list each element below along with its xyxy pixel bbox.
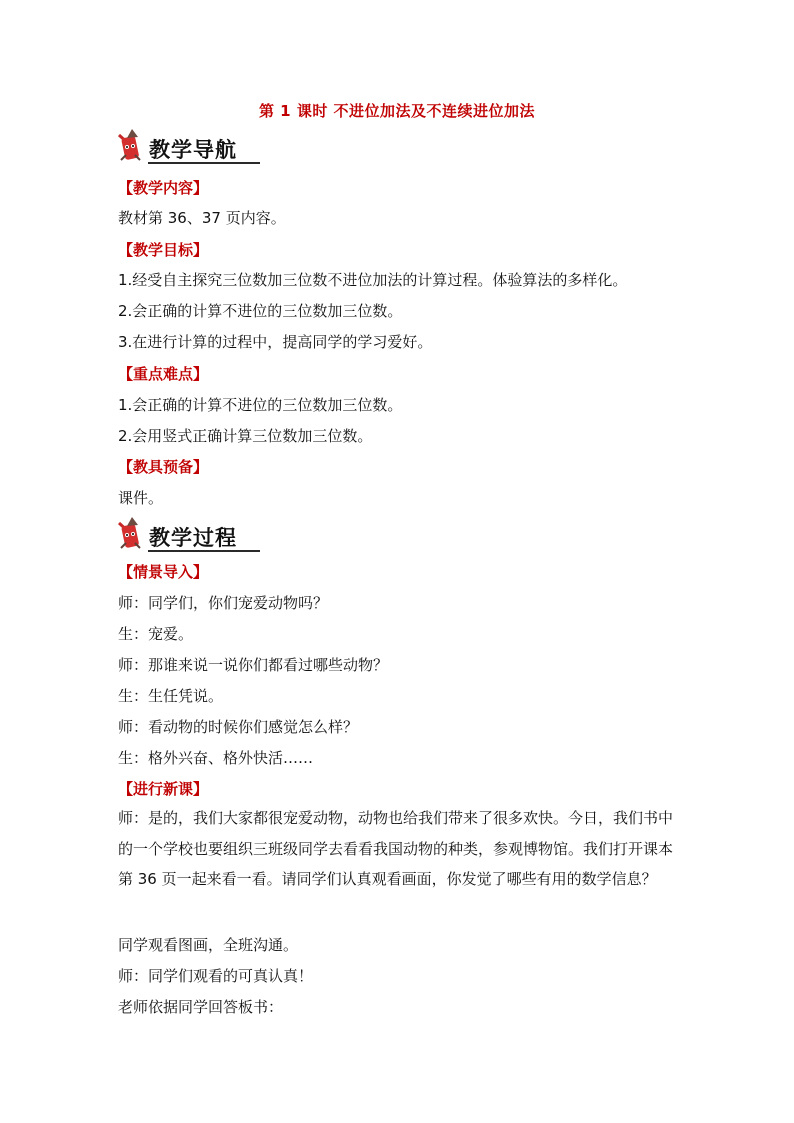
content-text: 教材第 36、37 页内容。 [118,209,286,227]
section-label-process: 教学过程 [149,526,237,550]
lesson-title: 第 1 课时 不进位加法及不连续进位加法 [258,102,536,120]
goal-item: 2.会正确的计算不进位的三位数加三位数。 [118,302,403,320]
heading-content: 【教学内容】 [118,179,209,197]
section-underline [148,162,260,164]
dialogue-line: 生：生任凭说。 [118,687,224,705]
dialogue-line: 生：格外兴奋、格外快活…… [118,749,314,767]
heading-goals: 【教学目标】 [118,241,209,259]
pencil-mascot-icon [116,127,146,163]
section-label-nav: 教学导航 [149,138,237,162]
lesson-line: 老师依据同学回答板书： [118,998,284,1016]
keypoint-item: 2.会用竖式正确计算三位数加三位数。 [118,427,373,445]
section-underline [148,550,260,552]
lesson-line: 同学观看图画，全班沟通。 [118,936,299,954]
dialogue-line: 生：宠爱。 [118,625,194,643]
heading-prep: 【教具预备】 [118,458,209,476]
lesson-paragraph: 师：是的，我们大家都很宠爱动物，动物也给我们带来了很多欢快。今日，我们书中的一个学校也要组织三班级同学去看看我国动物的种类，参观博物馆。我们打开课本第 36 页一起来看一看。请同学们认真观看画面，你发觉了哪些有用的数学信息？ [118,809,674,888]
heading-newlesson: 【进行新课】 [118,780,209,798]
dialogue-line: 师：那谁来说一说你们都看过哪些动物？ [118,656,389,674]
pencil-mascot-icon [116,515,146,551]
lesson-line: 师：同学们观看的可真认真！ [118,967,314,985]
prep-text: 课件。 [118,489,164,507]
dialogue-line: 师：同学们，你们宠爱动物吗？ [118,594,329,612]
heading-keypoints: 【重点难点】 [118,365,209,383]
goal-item: 3.在进行计算的过程中，提高同学的学习爱好。 [118,333,433,351]
goal-item: 1.经受自主探究三位数加三位数不进位加法的计算过程。体验算法的多样化。 [118,271,628,289]
dialogue-line: 师：看动物的时候你们感觉怎么样？ [118,718,359,736]
heading-intro: 【情景导入】 [118,563,209,581]
keypoint-item: 1.会正确的计算不进位的三位数加三位数。 [118,396,403,414]
